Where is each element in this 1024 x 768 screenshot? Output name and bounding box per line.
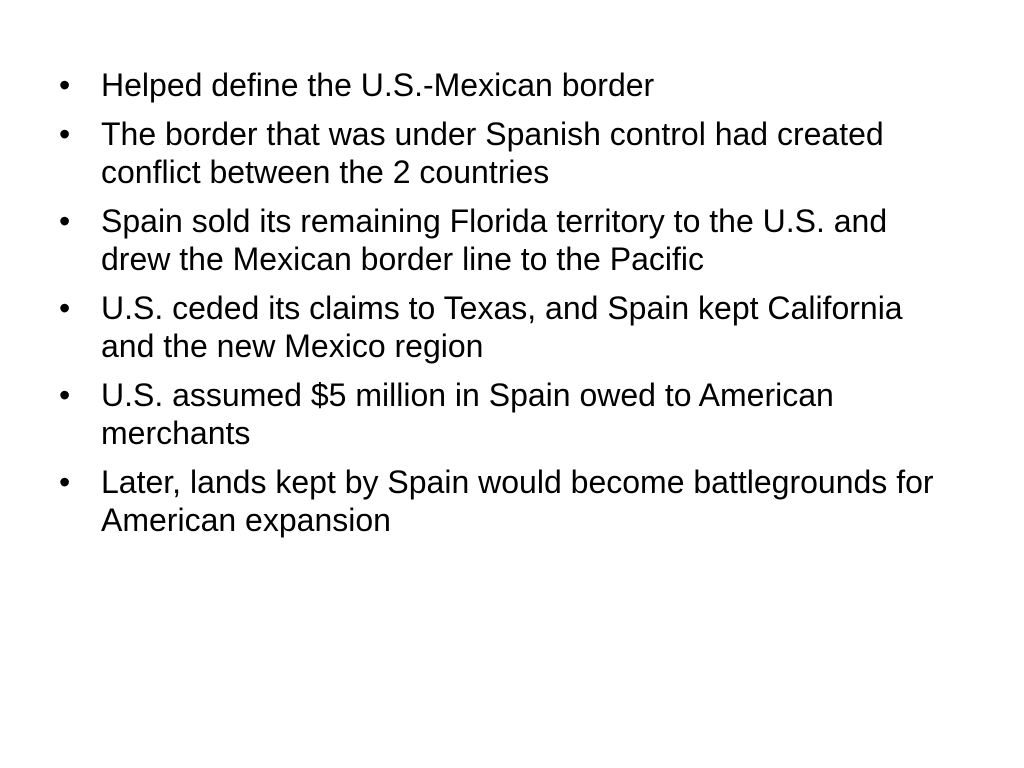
bullet-item xyxy=(57,66,957,105)
bullet-marker: • xyxy=(59,376,71,413)
bullet-marker: • xyxy=(59,289,71,326)
bullet-item xyxy=(57,115,957,192)
bullet-text: The border that was under Spanish control had created conflict between the 2 countries xyxy=(101,115,884,190)
bullet-item xyxy=(57,376,957,453)
bullet-marker: • xyxy=(59,202,71,239)
bullet-marker: • xyxy=(59,115,71,152)
bullet-item xyxy=(57,289,957,366)
bullet-text: Spain sold its remaining Florida territory to the U.S. and drew the Mexican border line to the Pacific xyxy=(101,202,888,277)
bullet-list xyxy=(57,66,957,550)
bullet-item xyxy=(57,463,957,540)
bullet-text: U.S. ceded its claims to Texas, and Spain kept California and the new Mexico region xyxy=(101,289,903,364)
bullet-text: Helped define the U.S.-Mexican border xyxy=(101,67,655,103)
bullet-marker: • xyxy=(59,463,71,500)
bullet-text: Later, lands kept by Spain would become battlegrounds for American expansion xyxy=(101,463,934,538)
bullet-item xyxy=(57,202,957,279)
bullet-text: U.S. assumed $5 million in Spain owed to American merchants xyxy=(101,376,834,451)
bullet-marker: • xyxy=(59,67,71,103)
